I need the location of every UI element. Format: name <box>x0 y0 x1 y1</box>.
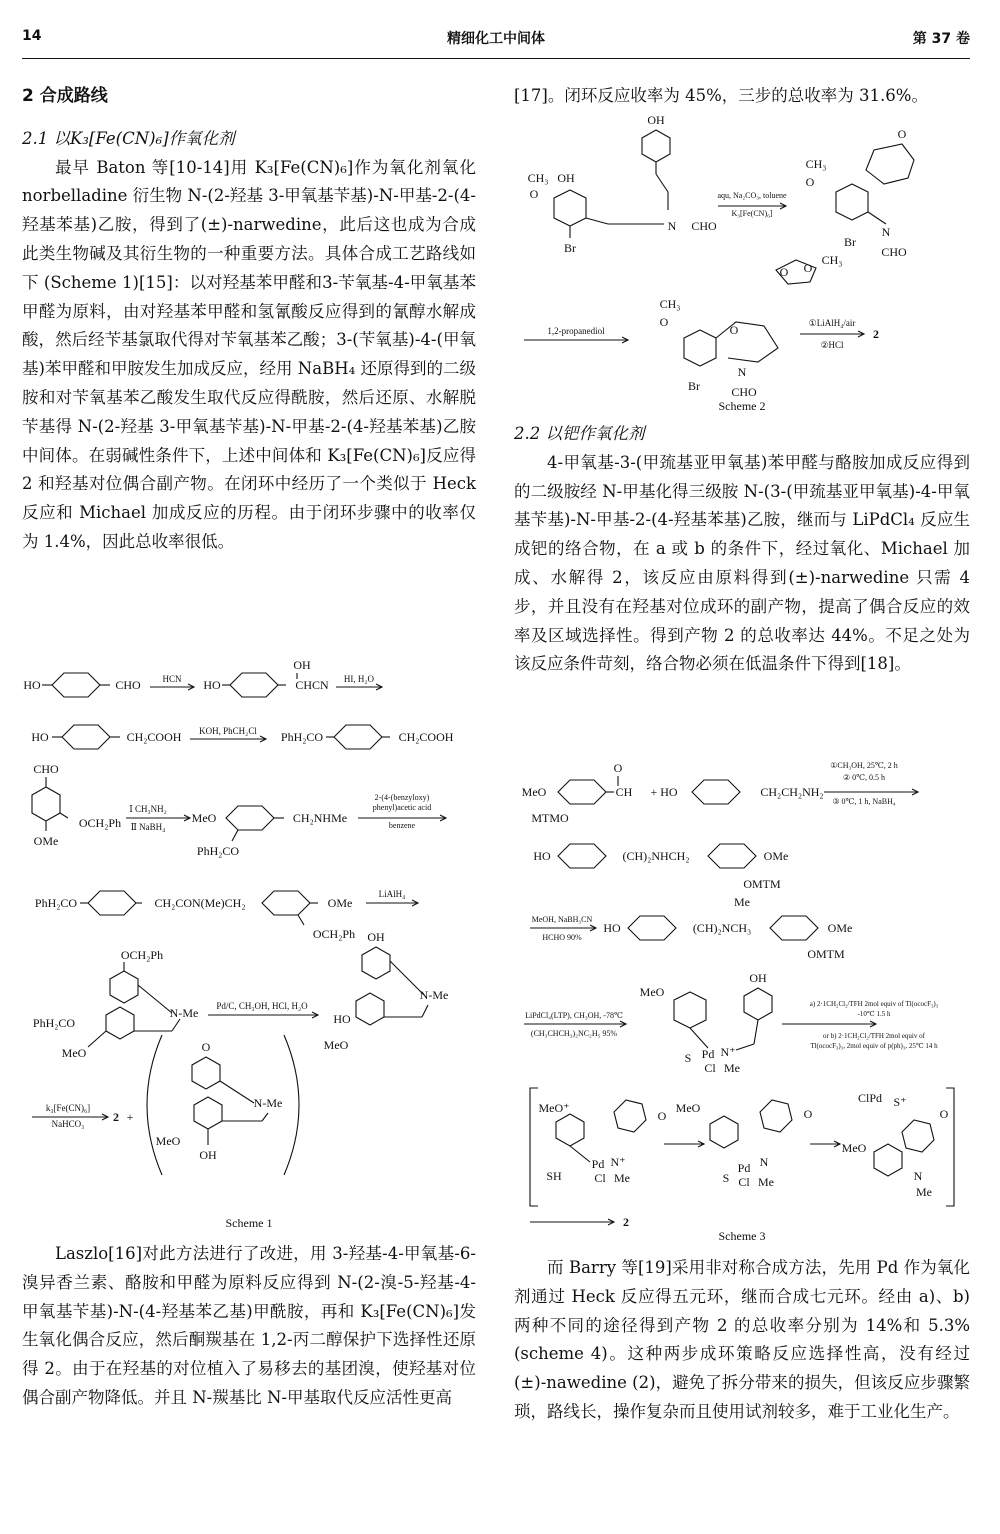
s2-text: CHO <box>731 385 757 399</box>
s2-text: O <box>803 261 813 275</box>
s3-text: HCHO 90% <box>542 933 582 942</box>
s2-text: O <box>659 315 669 329</box>
s3-text: N <box>759 1155 769 1169</box>
s3-text: SH <box>546 1169 562 1183</box>
scheme-1 <box>22 655 476 1240</box>
s3-text: Tl(ococF₃)₃, 2mol equiv of p(ph)₃, 25℃ 14 h <box>810 1042 938 1050</box>
subsection-title: 2.1 以K₃[Fe(CN)₆]作氧化剂 <box>22 128 235 148</box>
s3-text: ③ 0℃, 1 h, NaBH₄ <box>832 797 896 806</box>
s3-text: MeO <box>841 1141 867 1155</box>
s3-text: OH <box>749 971 767 985</box>
s3-text: a) 2·1CH₂Cl₂/TFH 2mol equiv of Tl(ococF₃)₃ <box>809 1000 939 1008</box>
s1-text: OCH₂Ph <box>78 816 122 830</box>
s3-text: (CH₃CHCH₃)₂NC₂H₅ 95% <box>530 1029 618 1038</box>
s2-text: OH <box>557 171 575 185</box>
s2-text: ②HCl <box>820 340 844 350</box>
s2-text: K₃[Fe(CN)₆] <box>731 209 773 218</box>
s1-text: PhH₂CO <box>34 896 78 910</box>
s1-text: HI, H₂O <box>343 674 375 684</box>
page-number: 14 <box>22 28 42 44</box>
s1-text: HO <box>31 730 49 744</box>
s3-text: -10℃ 1.5 h <box>857 1010 891 1018</box>
s3-text: OMe <box>763 849 789 863</box>
s3-text: (CH)₂NCH₃ <box>692 921 752 935</box>
s1-text: CH₂NHMe <box>292 811 348 825</box>
s1-text: phenyl)acetic acid <box>372 803 432 812</box>
s3-text: O <box>657 1109 667 1123</box>
s3-text: S <box>684 1051 692 1065</box>
s3-text: S <box>722 1171 730 1185</box>
s2-text: CHO <box>691 219 717 233</box>
scheme-1-label: Scheme 1 <box>225 1216 273 1230</box>
page-header <box>22 28 970 52</box>
s1-text: OCH₂Ph <box>120 948 164 962</box>
s1-text: N-Me <box>419 988 449 1002</box>
s1-text: PhH₂CO <box>280 730 324 744</box>
s1-text: PhH₂CO <box>32 1016 76 1030</box>
paragraph: 而 Barry 等[19]采用非对称合成方法，先用 Pd 作为氧化剂通过 Heck 反应得五元环，继而合成七元环。经由 a)、b) 两种不同的途径得到产物 2 的总收率分别为 14%和 5.3% (scheme 4)。这种两步成环策略反应选择性高，没有经过 (±)-nawedine (2)，避免了拆分带来的损失，但该反应步骤繁琐，路线长，操作复杂而且使用试剂较多，难于工业化生产。 <box>514 1258 970 1421</box>
scheme-3 <box>514 760 970 1260</box>
s3-text: Pd <box>701 1047 715 1061</box>
right-column-bottom <box>514 1254 970 1427</box>
s3-text: Me <box>734 895 750 909</box>
s1-text: OH <box>367 930 385 944</box>
s2-text: O <box>779 265 789 279</box>
s3-text: ② 0℃, 0.5 h <box>842 773 886 782</box>
s3-text: Cl <box>738 1175 750 1189</box>
scheme-3-label: Scheme 3 <box>718 1229 766 1243</box>
s2-text: OH <box>647 113 665 127</box>
s1-text: Pd/C, CH₃OH, HCl, H₂O <box>216 1001 308 1011</box>
s3-text: MTMO <box>531 811 569 825</box>
s3-text: ①CH₃OH, 25℃, 2 h <box>830 761 898 770</box>
left-column-top <box>22 82 476 557</box>
s1-text: CH₂COOH <box>126 730 182 744</box>
s1-text: 2 <box>113 1110 119 1124</box>
section-title: 2 合成路线 <box>22 86 108 106</box>
s3-text: MeOH, NaBH₃CN <box>531 915 593 924</box>
s1-text: MeO <box>323 1038 349 1052</box>
volume-label: 第 37 卷 <box>912 31 970 47</box>
s3-text: (CH)₂NHCH₂ <box>622 849 690 863</box>
s3-text: Me <box>916 1185 932 1199</box>
s2-text: CH₃ <box>805 157 827 171</box>
s1-text: PhH₂CO <box>196 844 240 858</box>
s2-text: aqu, Na₂CO₃, toluene <box>717 191 787 200</box>
s1-text: HO <box>333 1012 351 1026</box>
s2-text: ①LiAlH₄/air <box>808 318 856 328</box>
s2-text: 2 <box>873 327 879 341</box>
s2-text: 1,2-propanediol <box>547 326 605 336</box>
s3-text: S⁺ <box>893 1095 907 1109</box>
s1-text: O <box>201 1040 211 1054</box>
paragraph: 4-甲氧基-3-(甲巯基亚甲氧基)苯甲醛与酪胺加成反应得到的二级胺经 N-甲基化得三级胺 N-(3-(甲巯基亚甲氧基)-4-甲氧基苄基)-N-甲基-2-(4-羟基苯基)乙胺，继而与 LiPdCl₄ 反应生成钯的络合物，在 a 或 b 的条件下，经过氧化、Michael 加成、水解得 2，该反应由原料得到(±)-narwedine 只需 4 步，并且没有在羟基对位成环的副产物，提高了偶合反应的效率及区域选择性。得到产物 2 的总收率达 44%。不足之处为该反应条件苛刻，络合物必须在低温条件下得到[18]。 <box>514 452 970 674</box>
s3-text: O <box>613 761 623 775</box>
s2-text: CH₃ <box>527 171 549 185</box>
s1-text: HO <box>203 678 221 692</box>
s2-text: Br <box>844 235 856 249</box>
s1-text: CHO <box>115 678 141 692</box>
paragraph: 最早 Baton 等[10-14]用 K₃[Fe(CN)₆]作为氧化剂氧化 norbelladine 衍生物 N-(2-羟基 3-甲氧基苄基)-N-甲基-2-(4-羟基苯基)乙胺，得到了(±)-narwedine，此后这也成为合成此类生物碱及其衍生物的一种重要方法。具体合成工艺路线如下 (Scheme 1)[15]：以对羟基苯甲醛和3-苄氧基-4-甲氧基苯甲醛为原料，由对羟基苯甲醛和氢氰酸反应得到的氰醇水解成酸，然后经苄基氯取代得对苄氧基苯乙酸；3-(苄氧基)-4-(甲氧基)苯甲醛和甲胺发生加成反应，经用 NaBH₄ 还原得到的二级胺和对苄氧基苯乙酸发生取代反应得酰胺，然后还原、水解脱苄基得 N-(2-羟基 3-甲氧基苄基)-N-甲基-2-(4-羟基苯基)乙胺中间体。在弱碱性条件下，上述中间体和 K₃[Fe(CN)₆]反应得 2 和羟基对位偶合副产物。在闭环中经历了一个类似于 Heck 反应和 Michael 加成反应的历程。由于闭环步骤中的收率仅为 1.4%，因此总收率很低。 <box>22 157 476 551</box>
s3-text: MeO <box>675 1101 701 1115</box>
s1-text: MeO <box>191 811 217 825</box>
s1-text: NaHCO₃ <box>51 1119 85 1129</box>
s3-text: MeO <box>521 785 547 799</box>
left-column-bottom <box>22 1240 476 1413</box>
s3-text: MeO⁺ <box>538 1101 570 1115</box>
right-column-top <box>514 82 970 111</box>
s3-text: Cl <box>704 1061 716 1075</box>
s3-text: Me <box>614 1171 630 1185</box>
s1-text: CH₂COOH <box>398 730 454 744</box>
s2-text: O <box>897 127 907 141</box>
s1-text: OH <box>199 1148 217 1162</box>
s1-text: k₃[Fe(CN)₆] <box>45 1103 91 1113</box>
s1-text: HO <box>23 678 41 692</box>
s1-text: N-Me <box>253 1096 283 1110</box>
s3-text: N <box>913 1169 923 1183</box>
s3-text: N⁺ <box>610 1155 626 1169</box>
s3-text: + HO <box>650 785 678 799</box>
s3-text: OMTM <box>807 947 845 961</box>
s3-text: O <box>939 1107 949 1121</box>
s3-text: MeO <box>639 985 665 999</box>
s1-text: LiAlH₄ <box>378 889 406 899</box>
s3-text: OMe <box>827 921 853 935</box>
s1-text: N-Me <box>169 1006 199 1020</box>
s2-text: N <box>667 219 677 233</box>
s1-text: CHCN <box>295 678 329 692</box>
s3-text: Cl <box>594 1171 606 1185</box>
s2-text: N <box>881 225 891 239</box>
paragraph: Laszlo[16]对此方法进行了改进，用 3-羟基-4-甲氧基-6-溴异香兰素、酪胺和甲醛为原料反应得到 N-(2-溴-5-羟基-4-甲氧基苄基)-N-(4-羟基苯乙基)甲酰胺，再和 K₃[Fe(CN)₆]发生氧化偶合反应，然后酮羰基在 1,2-丙二醇保护下选择性还原得 2。由于在羟基的对位植入了易移去的基团溴，使羟基对位偶合副产物降低。并且 N-羰基比 N-甲基取代反应活性更高 <box>22 1244 476 1407</box>
s1-text: OMe <box>33 834 59 848</box>
s2-text: N <box>737 365 747 379</box>
s1-text: Ⅰ CH₃NH₂ <box>129 804 167 814</box>
s3-text: Pd <box>591 1157 605 1171</box>
s3-text: Me <box>724 1061 740 1075</box>
scheme-2-label: Scheme 2 <box>718 399 766 413</box>
s3-text: Pd <box>737 1161 751 1175</box>
s2-text: CH₃ <box>659 297 681 311</box>
header-rule <box>22 58 970 59</box>
s3-text: Me <box>758 1175 774 1189</box>
s1-text: benzene <box>388 821 416 830</box>
s1-text: MeO <box>155 1134 181 1148</box>
s2-text: Br <box>688 379 700 393</box>
journal-name: 精细化工中间体 <box>447 31 545 47</box>
s3-text: or b) 2·1CH₂Cl₂/TFH 2mol equiv of <box>823 1032 925 1040</box>
s2-text: O <box>729 323 739 337</box>
s2-text: Br <box>564 241 576 255</box>
right-column-middle <box>514 420 970 679</box>
s1-text: 2-(4-(benzyloxy) <box>374 793 430 802</box>
s1-text: MeO <box>61 1046 87 1060</box>
s3-text: OMTM <box>743 877 781 891</box>
scheme-2 <box>514 112 970 417</box>
s1-text: OMe <box>327 896 353 910</box>
s3-text: O <box>803 1107 813 1121</box>
subsection-title: 2.2 以钯作氧化剂 <box>514 424 645 443</box>
s1-text: Ⅱ NaBH₄ <box>130 822 166 832</box>
s1-text: OH <box>293 658 311 672</box>
s1-text: KOH, PhCH₂Cl <box>199 726 257 736</box>
s2-text: O <box>529 187 539 201</box>
s3-text: N⁺ <box>720 1045 736 1059</box>
s3-text: LiPdCl₄(LTP), CH₃OH, -78℃ <box>525 1011 623 1020</box>
s3-text: HO <box>603 921 621 935</box>
paragraph-continued: [17]。闭环反应收率为 45%，三步的总收率为 31.6%。 <box>514 86 928 105</box>
s3-text: HO <box>533 849 551 863</box>
s1-text: + <box>126 1110 134 1124</box>
s2-text: O <box>805 175 815 189</box>
s1-text: HCN <box>162 674 182 684</box>
s2-text: CH₃ <box>821 253 843 267</box>
s1-text: OCH₂Ph <box>312 927 356 941</box>
s2-text: CHO <box>881 245 907 259</box>
s3-text: CH₂CH₂NH₂ <box>760 785 824 799</box>
s1-text: CHO <box>33 762 59 776</box>
s3-text: CH <box>615 785 633 799</box>
s3-text: 2 <box>623 1215 629 1229</box>
s1-text: CH₂CON(Me)CH₂ <box>154 896 246 910</box>
s3-text: ClPd <box>857 1091 883 1105</box>
